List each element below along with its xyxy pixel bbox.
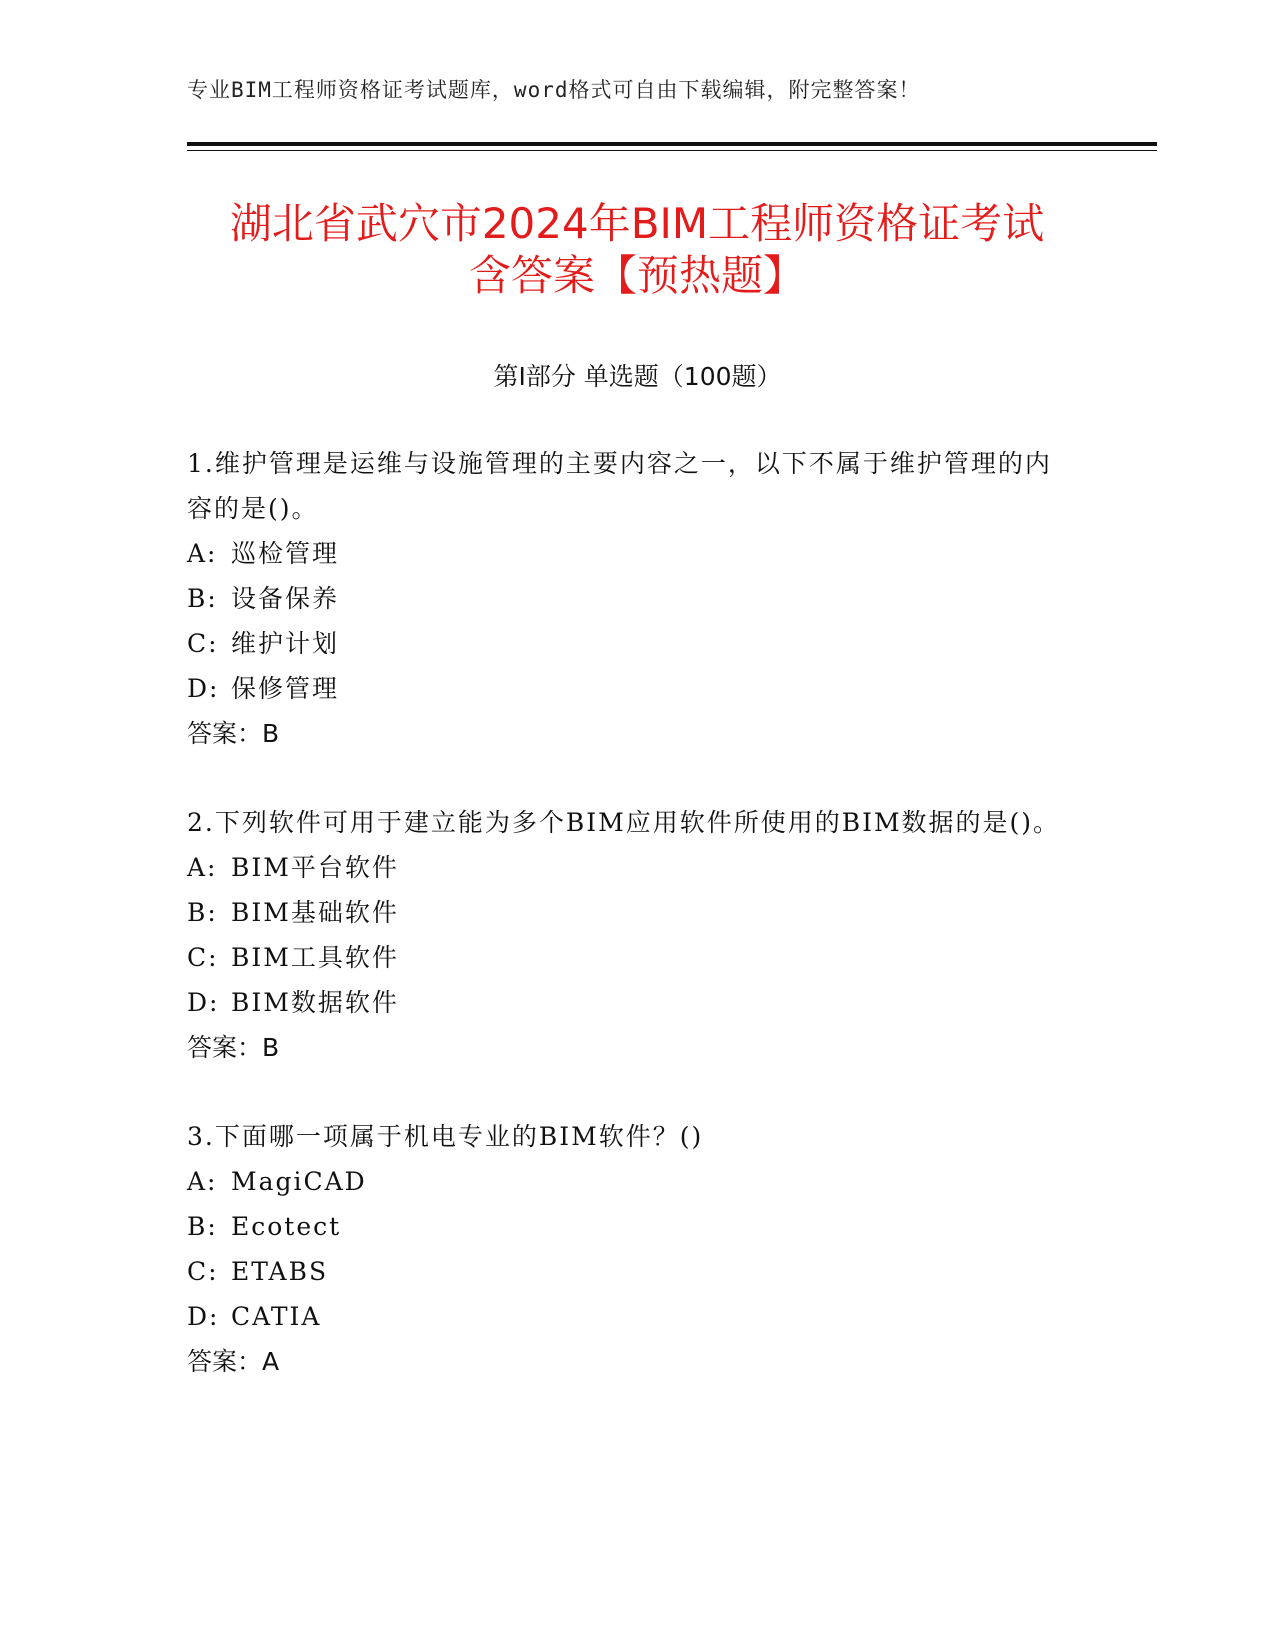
option-text: 设备保养 (231, 584, 340, 613)
header-divider-thin (187, 150, 1157, 151)
document-title-line-2: 含答案【预热题】 (468, 251, 805, 300)
option-d (187, 980, 1067, 1025)
option-text: 保修管理 (231, 674, 340, 703)
option-c (187, 935, 1067, 980)
question-1 (187, 441, 1067, 756)
document-title-line-1: 湖北省武穴市2024年BIM工程师资格证考试 (229, 199, 1045, 248)
answer-line: 答案：A (187, 1347, 280, 1376)
option-text: Ecotect (231, 1212, 342, 1241)
header-divider-thick (187, 142, 1157, 146)
question-stem: 1.维护管理是运维与设施管理的主要内容之一，以下不属于维护管理的内容的是()。 (187, 449, 1052, 523)
section-heading: 第I部分 单选题（100题） (493, 362, 782, 391)
option-text: BIM基础软件 (231, 898, 399, 927)
option-key: C: (187, 629, 219, 658)
option-c (187, 1249, 1067, 1294)
option-key: B: (187, 584, 218, 613)
option-c (187, 621, 1067, 666)
option-b (187, 576, 1067, 621)
option-a (187, 845, 1067, 890)
question-stem: 2.下列软件可用于建立能为多个BIM应用软件所使用的BIM数据的是()。 (187, 808, 1061, 837)
option-text: BIM平台软件 (231, 853, 399, 882)
option-text: 巡检管理 (231, 539, 340, 568)
option-key: B: (187, 898, 218, 927)
question-3 (187, 1114, 1067, 1384)
option-b (187, 890, 1067, 935)
option-text: 维护计划 (231, 629, 340, 658)
answer-line: 答案：B (187, 719, 280, 748)
question-2 (187, 800, 1067, 1070)
answer-line: 答案：B (187, 1033, 280, 1062)
option-key: B: (187, 1212, 218, 1241)
option-text: MagiCAD (231, 1167, 367, 1196)
question-list (187, 441, 1067, 1428)
option-key: A: (187, 539, 218, 568)
option-key: C: (187, 1257, 219, 1286)
option-key: D: (187, 988, 220, 1017)
option-key: A: (187, 853, 218, 882)
option-key: A: (187, 1167, 218, 1196)
option-text: CATIA (231, 1302, 322, 1331)
question-stem: 3.下面哪一项属于机电专业的BIM软件？() (187, 1122, 704, 1151)
option-text: BIM数据软件 (231, 988, 399, 1017)
option-key: C: (187, 943, 219, 972)
document-title (187, 198, 1087, 302)
option-a (187, 531, 1067, 576)
option-key: D: (187, 674, 220, 703)
option-text: BIM工具软件 (231, 943, 399, 972)
option-text: ETABS (231, 1257, 329, 1286)
option-a (187, 1159, 1067, 1204)
option-d (187, 1294, 1067, 1339)
header-note: 专业BIM工程师资格证考试题库，word格式可自由下载编辑，附完整答案！ (187, 78, 921, 102)
option-key: D: (187, 1302, 220, 1331)
option-b (187, 1204, 1067, 1249)
option-d (187, 666, 1067, 711)
